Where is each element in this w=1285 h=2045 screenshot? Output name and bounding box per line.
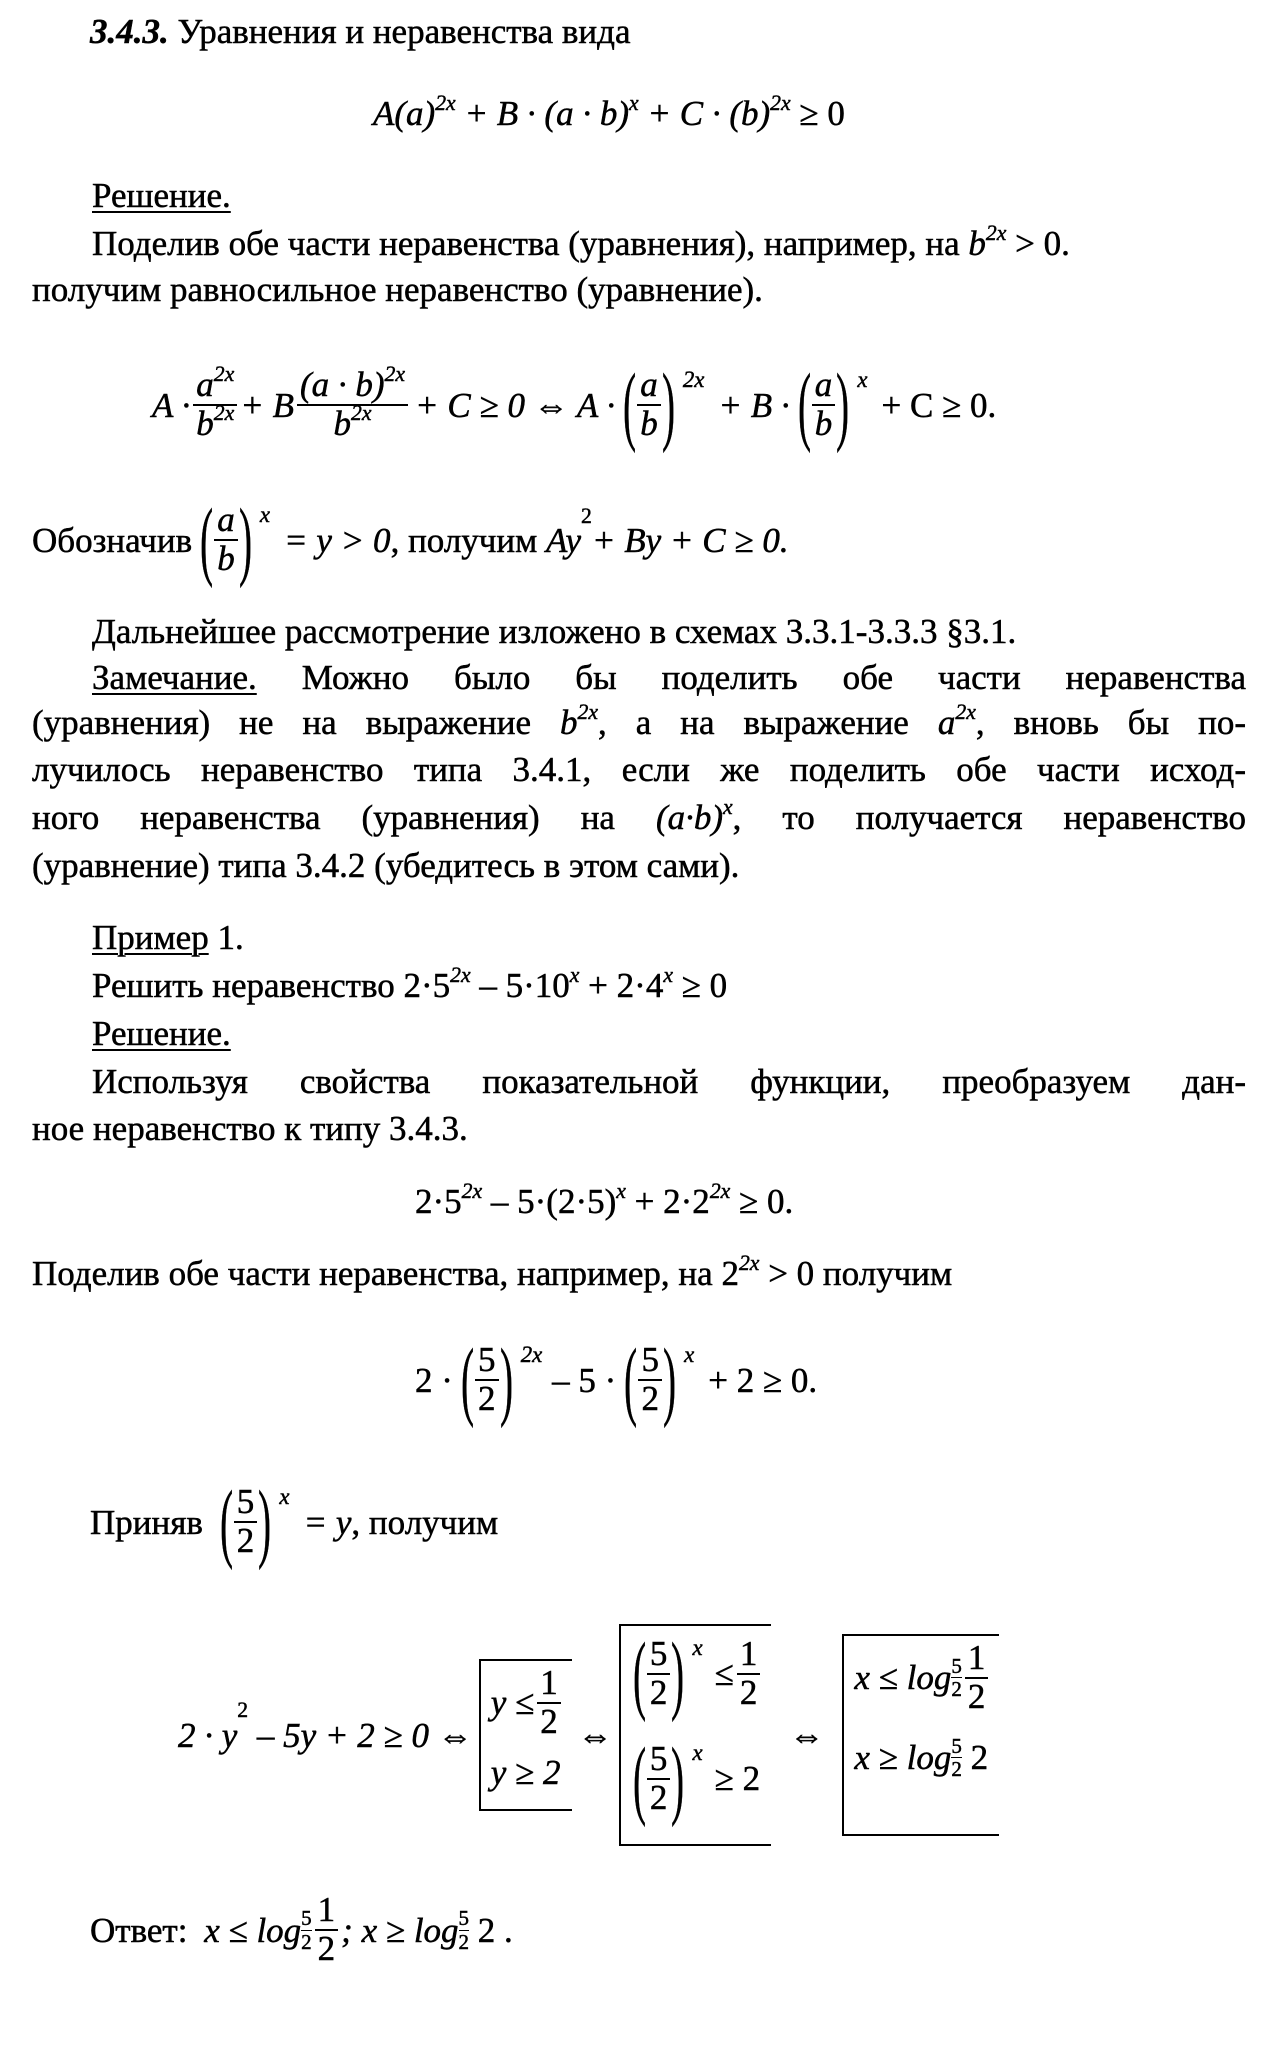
section-title [90,14,630,49]
exp: x [616,1178,626,1203]
term: x ≤ log [854,1658,952,1698]
term: x ≤ log [195,1910,302,1950]
term: + C ≥ 0. [881,385,997,425]
exp: x [663,962,673,987]
base-den: 2 [301,1929,312,1954]
remark-label: Замечание. [92,658,257,697]
paren-fraction [615,361,683,449]
example-heading [92,920,244,955]
var: (a·b) [655,798,724,837]
num: 1 [315,1892,339,1931]
num: ( a [812,367,836,406]
paragraph: получим равносильное неравенство (уравнение). [32,270,763,309]
exp: 2x [384,362,406,387]
text: Поделив обе части неравенства (уравнения), например, на [92,224,969,263]
text: Поделив обе части неравенства, например, на 2 [32,1254,739,1293]
term: ≥ 0. [730,1182,794,1221]
iff-symbol: ⇔ [789,1715,825,1755]
text: , получим [390,520,547,560]
paren-fraction [616,1336,684,1424]
base-den: 2 [458,1929,470,1954]
paragraph: Дальнейшее рассмотрение изложено в схемах 3.3.1-3.3.3 §3.1. [92,612,1017,651]
term: = y > 0 [284,520,391,560]
paren-fraction [790,361,858,449]
term: – 5y + 2 ≥ 0 ⇔ [248,1715,473,1755]
text: ≥ 0 [672,966,728,1005]
remark-line [32,794,1246,837]
section-number: 3.4.3. [90,12,169,51]
den: b [333,404,352,443]
text: ного неравенства (уравнения) на [32,798,656,837]
substitution-line: Обозначив ( $\frac{a}{b}$ ) x = y > 0 , получим Ay 2 + By + C ≥ 0. [32,490,789,590]
section-title-text: Уравнения и неравенства вида [168,12,631,51]
text: Обозначив [32,520,193,560]
exp: x [723,794,733,819]
exp: x [259,501,271,527]
example-label: Пример [92,918,209,957]
base-num: 5 [301,1906,312,1931]
base-num: 5 [951,1734,962,1759]
substitution-line [90,1472,498,1572]
term: ≥ 2 [714,1759,761,1799]
den: 2 [967,1676,986,1716]
exp: 2x [213,362,235,387]
den: 2 [478,1379,496,1418]
exp: 2x [520,1341,543,1367]
den: 2 [540,1701,558,1741]
num: ( 5 [234,1484,258,1523]
den: 2 [236,1521,255,1560]
text: Приняв [90,1502,212,1542]
num: 1 [537,1665,561,1704]
exp: 2x [351,400,372,425]
example-number: 1. [208,918,244,957]
term: A · [152,385,191,425]
general-inequality [373,90,845,133]
paren-fraction [453,1336,521,1424]
var: b [560,703,578,742]
rewritten-inequality [415,1178,794,1221]
term: ; x ≥ log [341,1910,459,1950]
term: + 2·2 [625,1182,710,1221]
text: , то получается неравенство [732,798,1246,837]
num: ( a [637,367,661,406]
term: Ay [546,520,582,560]
system-bracket-exp [619,1624,772,1846]
num: a [196,365,214,405]
term: + 2 ≥ 0. [708,1360,818,1400]
term: 2 · y [178,1715,238,1755]
term: 2·5 [415,1182,462,1221]
num: 1 [737,1636,761,1675]
exp: 2x [770,90,791,115]
term: ≥ 0 [790,94,845,133]
paragraph [92,220,1070,263]
base-den: 2 [951,1677,962,1702]
exp: x [569,962,580,987]
iff-symbol: ⇔ [577,1715,613,1755]
den: b [640,404,658,443]
den: 2 [641,1379,659,1418]
den: 2 [317,1929,336,1968]
text: Решить неравенство 2·5 [92,966,451,1005]
num: ( 5 [475,1342,499,1381]
example-task [92,962,728,1005]
term: 2 · [415,1360,453,1400]
system-bracket-x [842,1634,999,1836]
term: A(a) [373,94,436,133]
exp: 2x [435,90,456,115]
exp: x [692,1740,703,1766]
den: 2 [739,1672,758,1712]
term: – 5·(2·5) [482,1182,617,1221]
remark-line [32,660,1246,695]
solution-heading: Решение. [92,176,231,215]
text: , получим [351,1502,499,1542]
num: ( 5 [638,1342,662,1381]
text: – 5·10 [470,966,570,1005]
term: y ≤ [490,1683,535,1723]
num: ( a [214,502,238,541]
exp: x [629,90,639,115]
exp: x [684,1341,695,1367]
answer-label: Ответ: [90,1910,188,1950]
fraction [193,362,237,443]
num: ( 5 [647,1741,671,1780]
den: b [196,404,214,443]
term: + By + C ≥ 0. [591,520,789,560]
var: a [937,703,956,742]
term: x ≥ log [854,1738,952,1778]
exp: 2x [985,220,1007,245]
text: (уравнения) не на выражение [32,703,561,742]
exp: 2x [213,400,235,425]
transformed-inequality [152,350,996,460]
paragraph: ное неравенство к типу 3.4.3. [32,1109,468,1148]
exp: x [692,1635,703,1661]
term: 2 [961,1738,989,1778]
den: 2 [649,1777,668,1817]
term: y ≥ 2 [490,1753,561,1793]
term: + C · (b) [638,94,771,133]
text: > 0. [1006,224,1070,263]
base-den: 2 [951,1757,962,1782]
exp: x [279,1483,290,1509]
divided-inequality [415,1330,817,1430]
den: 2 [649,1672,668,1712]
text: , а на выражение [598,703,938,742]
solution-heading: Решение. [92,1014,231,1053]
paragraph: Используя свойства показательной функции, преобразуем дан- [92,1062,1246,1101]
exp: 2x [738,1250,760,1275]
exp: 2x [682,366,705,392]
base-num: 5 [458,1906,470,1931]
system-bracket-y [479,1659,572,1811]
term: + B · (a · b) [455,94,629,133]
answer-line [90,1885,513,1975]
paren-fraction [212,1478,280,1566]
text: , вновь бы по- [975,703,1246,742]
exp: 2x [577,699,598,724]
den: b [814,404,833,443]
exp: 2x [955,699,976,724]
term: ≤ [714,1654,734,1694]
paren-fraction [192,496,260,584]
exp: 2x [450,962,471,987]
text: > 0 получим [759,1254,953,1293]
var: b [968,224,986,263]
term: + B [240,385,294,425]
remark-line: лучилось неравенство типа 3.4.1, если же поделить обе части исход- [32,750,1246,789]
term: – 5 · [552,1360,617,1400]
den: b [217,539,235,578]
paragraph [32,1250,953,1293]
fraction [297,362,408,443]
text: Можно было бы поделить обе части неравенства [256,658,1246,697]
term: + B · [718,385,790,425]
exp: x [857,366,868,392]
term: = y [303,1502,352,1542]
equivalence-system: 2 · y 2 – 5y + 2 ≥ 0 ⇔ y ≤ $\frac{1}{2}$ y ≥ 2 ⇔ ( $\frac{5}{2}$ ) x ≤ $\frac{1}{2}$ ( $\frac{5}{2}$ ) x ≥ 2 ⇔ x ≤ log $\frac{5}{2}$ $\frac{1}{2}$ x ≥ log $\frac{5}{2}$ 2 [178,1620,1005,1850]
term: + C ≥ 0 ⇔ A · [415,385,616,425]
exp: 2x [461,1178,483,1203]
term: 2 . [469,1910,513,1950]
num: 1 [965,1640,989,1679]
num: (a · b) [299,365,385,405]
exp: 2x [709,1178,731,1203]
base-num: 5 [951,1654,962,1679]
text: + 2·4 [579,966,664,1005]
remark-line [32,699,1246,742]
num: ( 5 [647,1636,671,1675]
remark-line: (уравнение) типа 3.4.2 (убедитесь в этом сами). [32,846,740,885]
